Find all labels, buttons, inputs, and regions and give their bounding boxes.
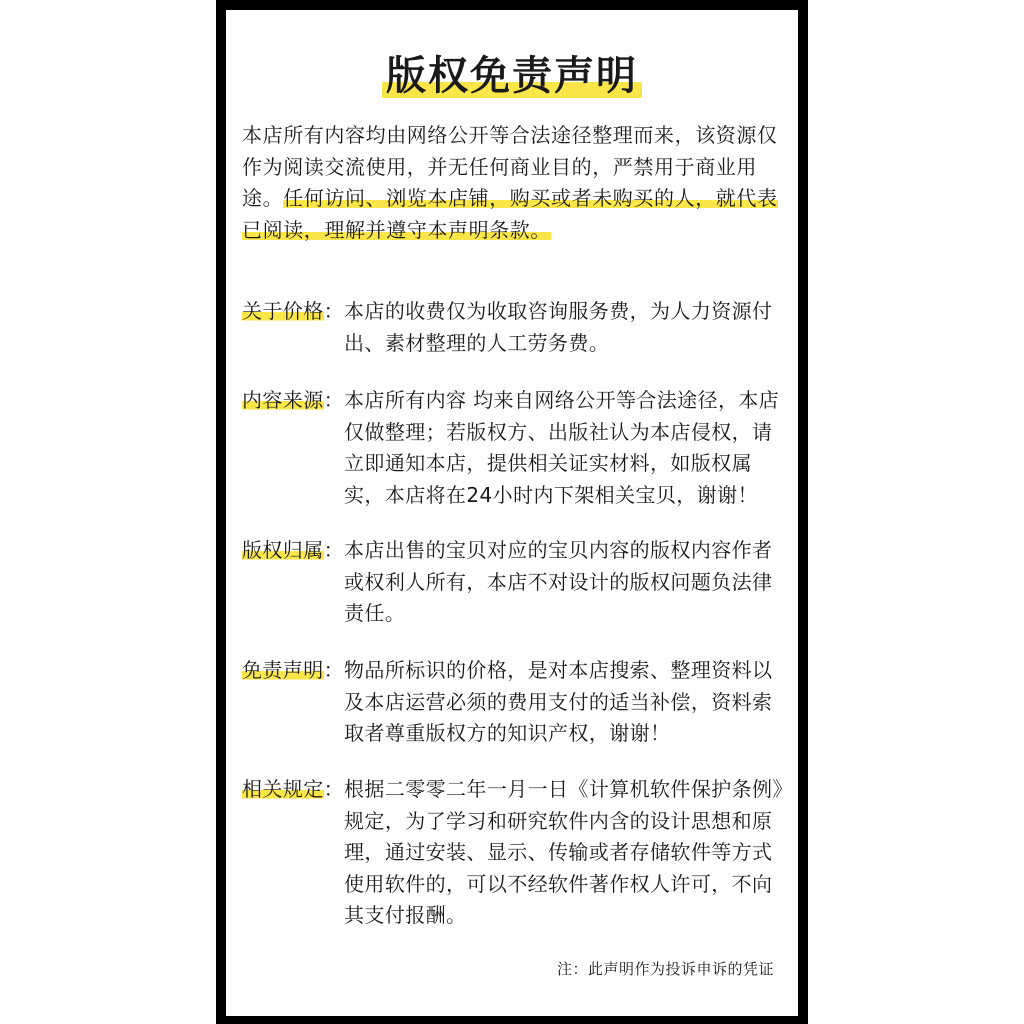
section-text: 本店的收费仅为收取咨询服务费，为人力资源付出、素材整理的人工劳务费。 <box>344 299 773 355</box>
intro-paragraph <box>242 120 787 246</box>
statement-panel <box>226 10 798 1016</box>
intro-highlight: 任何访问、浏览本店铺，购买或者未购买的人，就代表已阅读，理解并遵守本声明条款。 <box>242 186 778 242</box>
footnote: 注：此声明作为投诉申诉的凭证 <box>556 960 774 978</box>
section-text: 本店所有内容 均来自网络公开等合法途径，本店仅做整理；若版权方、出版社认为本店侵权，请立即通知本店，提供相关证实材料，如版权属实，本店将在24小时内下架相关宝贝，谢谢！ <box>344 388 780 507</box>
section-text: 根据二零零二年一月一日《计算机软件保护条例》规定，为了学习和研究软件内含的设计思想和原理，通过安装、显示、传输或者存储软件等方式使用软件的，可以不经软件著作权人许可，不向其支付报酬。 <box>344 777 783 927</box>
section-colon: ： <box>323 299 345 323</box>
section-disclaimer <box>242 655 787 750</box>
section-label: 免责声明 <box>242 658 324 682</box>
section-source <box>242 385 787 511</box>
section-label: 关于价格 <box>242 299 324 323</box>
section-label: 版权归属 <box>242 538 324 562</box>
section-regulations <box>242 774 787 932</box>
section-text: 本店出售的宝贝对应的宝贝内容的版权内容作者或权利人所有，本店不对设计的版权问题负法律责任。 <box>344 538 773 625</box>
section-label: 内容来源 <box>242 388 324 412</box>
section-colon: ： <box>323 388 345 412</box>
intro-plain: 本店所有内容均由网络公开等合法途径整理而来，该资源仅作为阅读交流使用，并无任何商业目的，严禁用于商业用途。 <box>242 123 778 210</box>
section-colon: ： <box>323 777 345 801</box>
page-title: 版权免责声明 <box>382 50 642 102</box>
section-colon: ： <box>323 538 345 562</box>
section-text: 物品所标识的价格，是对本店搜索、整理资料以及本店运营必须的费用支付的适当补偿，资料索取者尊重版权方的知识产权，谢谢！ <box>344 658 773 745</box>
section-price <box>242 296 787 359</box>
section-ownership <box>242 535 787 630</box>
section-colon: ： <box>323 658 345 682</box>
section-label: 相关规定 <box>242 777 324 801</box>
